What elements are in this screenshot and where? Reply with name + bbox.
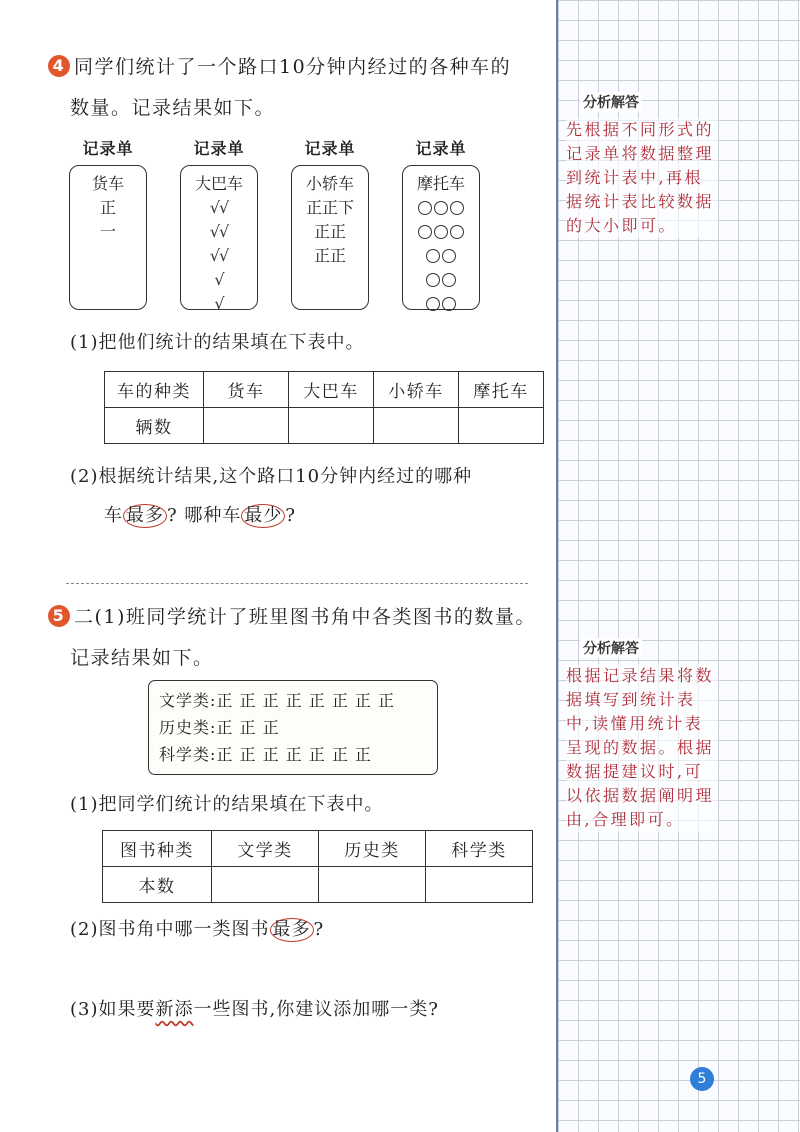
- q4-part2-line1: (2)根据统计结果,这个路口10分钟内经过的哪种: [70, 466, 473, 487]
- q4-number-badge: 4: [48, 55, 70, 77]
- circle-mark: [442, 273, 456, 287]
- tally-line: √: [214, 294, 224, 313]
- record-card-title: 记录单: [304, 139, 356, 158]
- record-card: [169, 136, 269, 313]
- circled-most: 最多: [123, 504, 167, 528]
- record-card: [280, 136, 380, 310]
- table-row-label: 本数: [103, 867, 212, 903]
- answer-cell[interactable]: [204, 408, 289, 444]
- q5-prompt-line1: 5 二(1)班同学统计了班里图书角中各类图书的数量。: [48, 602, 536, 629]
- record-line: 科学类:正 正 正 正 正 正 正: [159, 745, 372, 764]
- record-line: 历史类:正 正 正: [159, 718, 280, 737]
- q5-prompt-line2: 记录结果如下。: [70, 647, 214, 669]
- tally-line: 正正下: [305, 198, 354, 217]
- table-header-cell: 文学类: [212, 831, 319, 867]
- table-header-row: [103, 831, 533, 867]
- table-row-label: 辆数: [105, 408, 204, 444]
- answer-cell[interactable]: [212, 867, 319, 903]
- circle-mark: [418, 201, 432, 215]
- table-header-cell: 大巴车: [289, 372, 374, 408]
- tally-line: √√: [209, 198, 229, 217]
- record-line: 文学类:正 正 正 正 正 正 正 正: [159, 691, 395, 710]
- circle-tally-row: [403, 220, 479, 244]
- record-card-body: [402, 165, 480, 310]
- answer-cell[interactable]: [374, 408, 459, 444]
- section-divider: [66, 583, 528, 584]
- table-header-cell: 货车: [204, 372, 289, 408]
- record-card: [58, 136, 158, 310]
- record-card-body: [291, 165, 369, 310]
- circle-mark: [426, 273, 440, 287]
- q5-part2: (2)图书角中哪一类图书 最多 ?: [70, 919, 325, 940]
- table-header-cell: 小轿车: [374, 372, 459, 408]
- book-record-box: [148, 680, 438, 775]
- q5-book-table: [102, 830, 533, 903]
- answer-cell[interactable]: [459, 408, 544, 444]
- circle-mark: [426, 297, 440, 311]
- tally-line: 正: [99, 198, 116, 217]
- tally-line: 一: [99, 222, 116, 241]
- circle-mark: [426, 249, 440, 263]
- analysis-heading: 分析解答: [580, 92, 642, 112]
- tally-line: √: [214, 270, 224, 289]
- analysis-heading: 分析解答: [580, 638, 642, 658]
- q5-part3: (3)如果要新添一些图书,你建议添加哪一类?: [70, 999, 439, 1020]
- analysis-sidebar: [556, 0, 800, 1132]
- record-card-header: 货车: [91, 174, 124, 193]
- table-header-cell: 摩托车: [459, 372, 544, 408]
- tally-line: 正正: [313, 246, 346, 265]
- record-card-header: 小轿车: [305, 174, 354, 193]
- circle-tally-row: [403, 292, 479, 316]
- table-header-row: [105, 372, 544, 408]
- q4-prompt-line1: 4 同学们统计了一个路口10分钟内经过的各种车的: [48, 52, 511, 79]
- circle-tally-row: [403, 268, 479, 292]
- table-header-cell: 历史类: [319, 831, 426, 867]
- q4-part2-line2: 车 最多 ? 哪种车 最少 ?: [104, 505, 297, 526]
- table-row: [105, 408, 544, 444]
- q5-part1: (1)把同学们统计的结果填在下表中。: [70, 794, 384, 815]
- record-card-header: 大巴车: [194, 174, 243, 193]
- page-number-badge: 5: [690, 1067, 714, 1091]
- record-card-body: [180, 165, 258, 313]
- table-header-cell: 科学类: [426, 831, 533, 867]
- record-card-body: [69, 165, 147, 310]
- table-row: [103, 867, 533, 903]
- circle-mark: [442, 249, 456, 263]
- circle-mark: [418, 225, 432, 239]
- circled-least: 最少: [241, 504, 285, 528]
- q5-number-badge: 5: [48, 605, 70, 627]
- circle-mark: [450, 225, 464, 239]
- table-header-cell: 图书种类: [103, 831, 212, 867]
- record-card-title: 记录单: [82, 139, 134, 158]
- analysis-text: 根据记录结果将数据填写到统计表中,读懂用统计表呈现的数据。根据数据提建议时,可以依据数据阐明理由,合理即可。: [566, 664, 718, 832]
- record-card-title: 记录单: [415, 139, 467, 158]
- table-header-cell: 车的种类: [105, 372, 204, 408]
- circled-most: 最多: [270, 918, 314, 942]
- tally-line: 正正: [313, 222, 346, 241]
- answer-cell[interactable]: [289, 408, 374, 444]
- answer-cell[interactable]: [319, 867, 426, 903]
- answer-cell[interactable]: [426, 867, 533, 903]
- circle-mark: [442, 297, 456, 311]
- tally-line: √√: [209, 246, 229, 265]
- q4-vehicle-table: [104, 371, 544, 444]
- wavy-underline-add: 新添: [155, 999, 194, 1020]
- circle-mark: [450, 201, 464, 215]
- analysis-text: 先根据不同形式的记录单将数据整理到统计表中,再根据统计表比较数据的大小即可。: [566, 118, 718, 238]
- circle-mark: [434, 201, 448, 215]
- record-card: [391, 136, 491, 310]
- q4-prompt-line2: 数量。记录结果如下。: [70, 97, 276, 119]
- circle-tally-row: [403, 244, 479, 268]
- record-card-title: 记录单: [193, 139, 245, 158]
- tally-line: √√: [209, 222, 229, 241]
- q4-part1: (1)把他们统计的结果填在下表中。: [70, 332, 365, 353]
- circle-mark: [434, 225, 448, 239]
- record-card-header: 摩托车: [416, 174, 465, 193]
- circle-tally-row: [403, 196, 479, 220]
